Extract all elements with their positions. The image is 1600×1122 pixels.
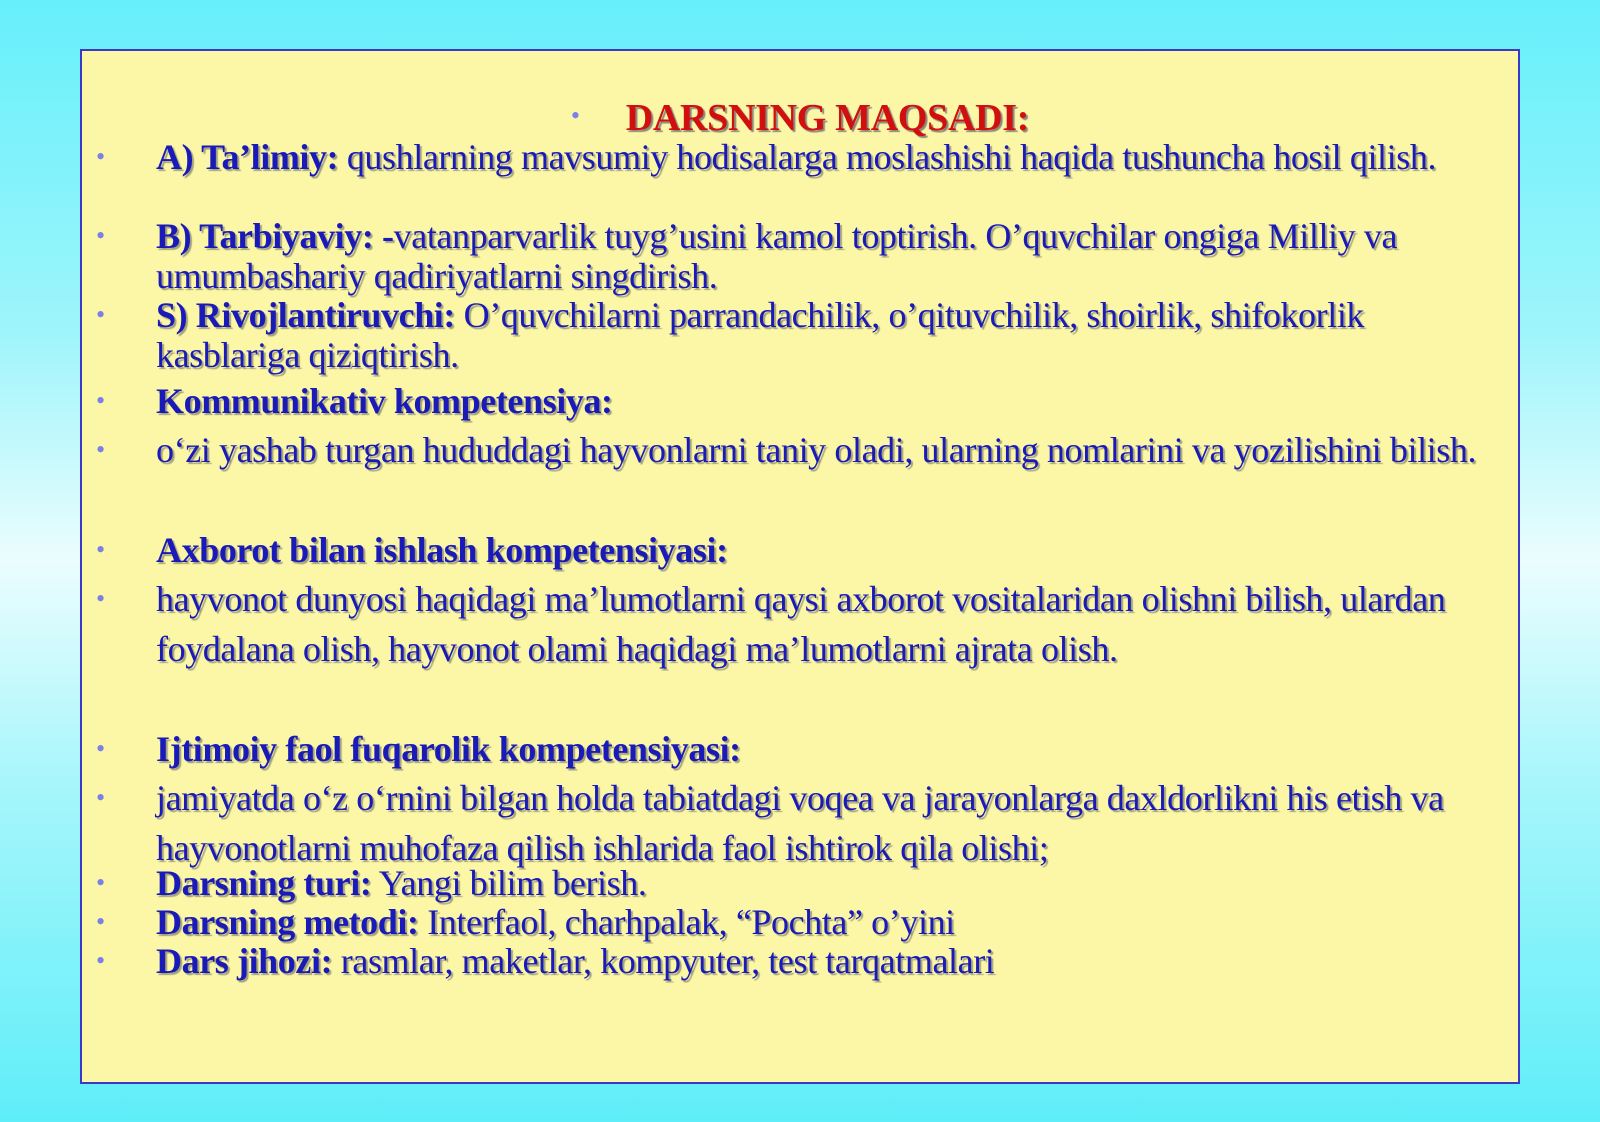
bullet-icon: • <box>96 386 105 415</box>
bullet-icon: • <box>96 783 105 812</box>
item-text: Interfaol, charhpalak, “Pochta” o’yini <box>418 902 955 942</box>
item-text: hayvonot dunyosi haqidagi ma’lumotlarni qaysi axborot vositalaridan olishni bilish, ulardan foydalana olish, hayvonot olami haqidagi ma’lumotlarni ajrata olish. <box>156 579 1446 669</box>
item-label: Darsning metodi: <box>156 902 419 942</box>
item-label: Ijtimoiy faol fuqarolik kompetensiyasi: <box>156 729 741 769</box>
item-label: Axborot bilan ishlash kompetensiyasi: <box>156 530 728 570</box>
item-label: Dars jihozi: <box>156 941 333 981</box>
slide-title: DARSNING MAQSADI: <box>625 97 1030 139</box>
bullet-icon: • <box>570 101 580 130</box>
slide-content <box>82 51 1518 1082</box>
bullet-icon: • <box>96 142 105 171</box>
item-label: Darsning turi: <box>156 863 372 903</box>
bullet-icon: • <box>96 907 105 936</box>
bullet-icon: • <box>96 221 105 250</box>
item-label: S) Rivojlantiruvchi: <box>156 295 456 335</box>
item-label: B) Tarbiyaviy: - <box>156 216 394 256</box>
item-text: O’quvchilarni parrandachilik, o’qituvchilik, shoirlik, shifokorlik kasblariga qiziqtirish. <box>156 295 1365 375</box>
item-text: o‘zi yashab turgan hududdagi hayvonlarni taniy oladi, ularning nomlarini va yozilishini bilish. <box>156 430 1477 470</box>
slide-content-box <box>80 49 1520 1084</box>
item-text: Yangi bilim berish. <box>371 863 647 903</box>
bullet-icon: • <box>96 435 105 464</box>
bullet-icon: • <box>96 535 105 564</box>
bullet-icon: • <box>96 584 105 613</box>
bullet-icon: • <box>96 946 105 975</box>
item-text: qushlarning mavsumiy hodisalarga moslashishi haqida tushuncha hosil qilish. <box>338 137 1437 177</box>
bullet-icon: • <box>96 734 105 763</box>
item-text: rasmlar, maketlar, kompyuter, test tarqatmalari <box>332 941 995 981</box>
bullet-icon: • <box>96 868 105 897</box>
item-label: A) Ta’limiy: <box>156 137 339 177</box>
item-text: jamiyatda o‘z o‘rnini bilgan holda tabiatdagi voqea va jarayonlarga daxldorlikni his etish va hayvonotlarni muhofaza qilish ishlarida faol ishtirok qila olishi; <box>156 778 1444 868</box>
item-label: Kommunikativ kompetensiya: <box>156 381 613 421</box>
bullet-icon: • <box>96 300 105 329</box>
item-text: vatanparvarlik tuyg’usini kamol toptirish. O’quvchilar ongiga Milliy va umumbashariy qadiriyatlarni singdirish. <box>156 216 1398 296</box>
